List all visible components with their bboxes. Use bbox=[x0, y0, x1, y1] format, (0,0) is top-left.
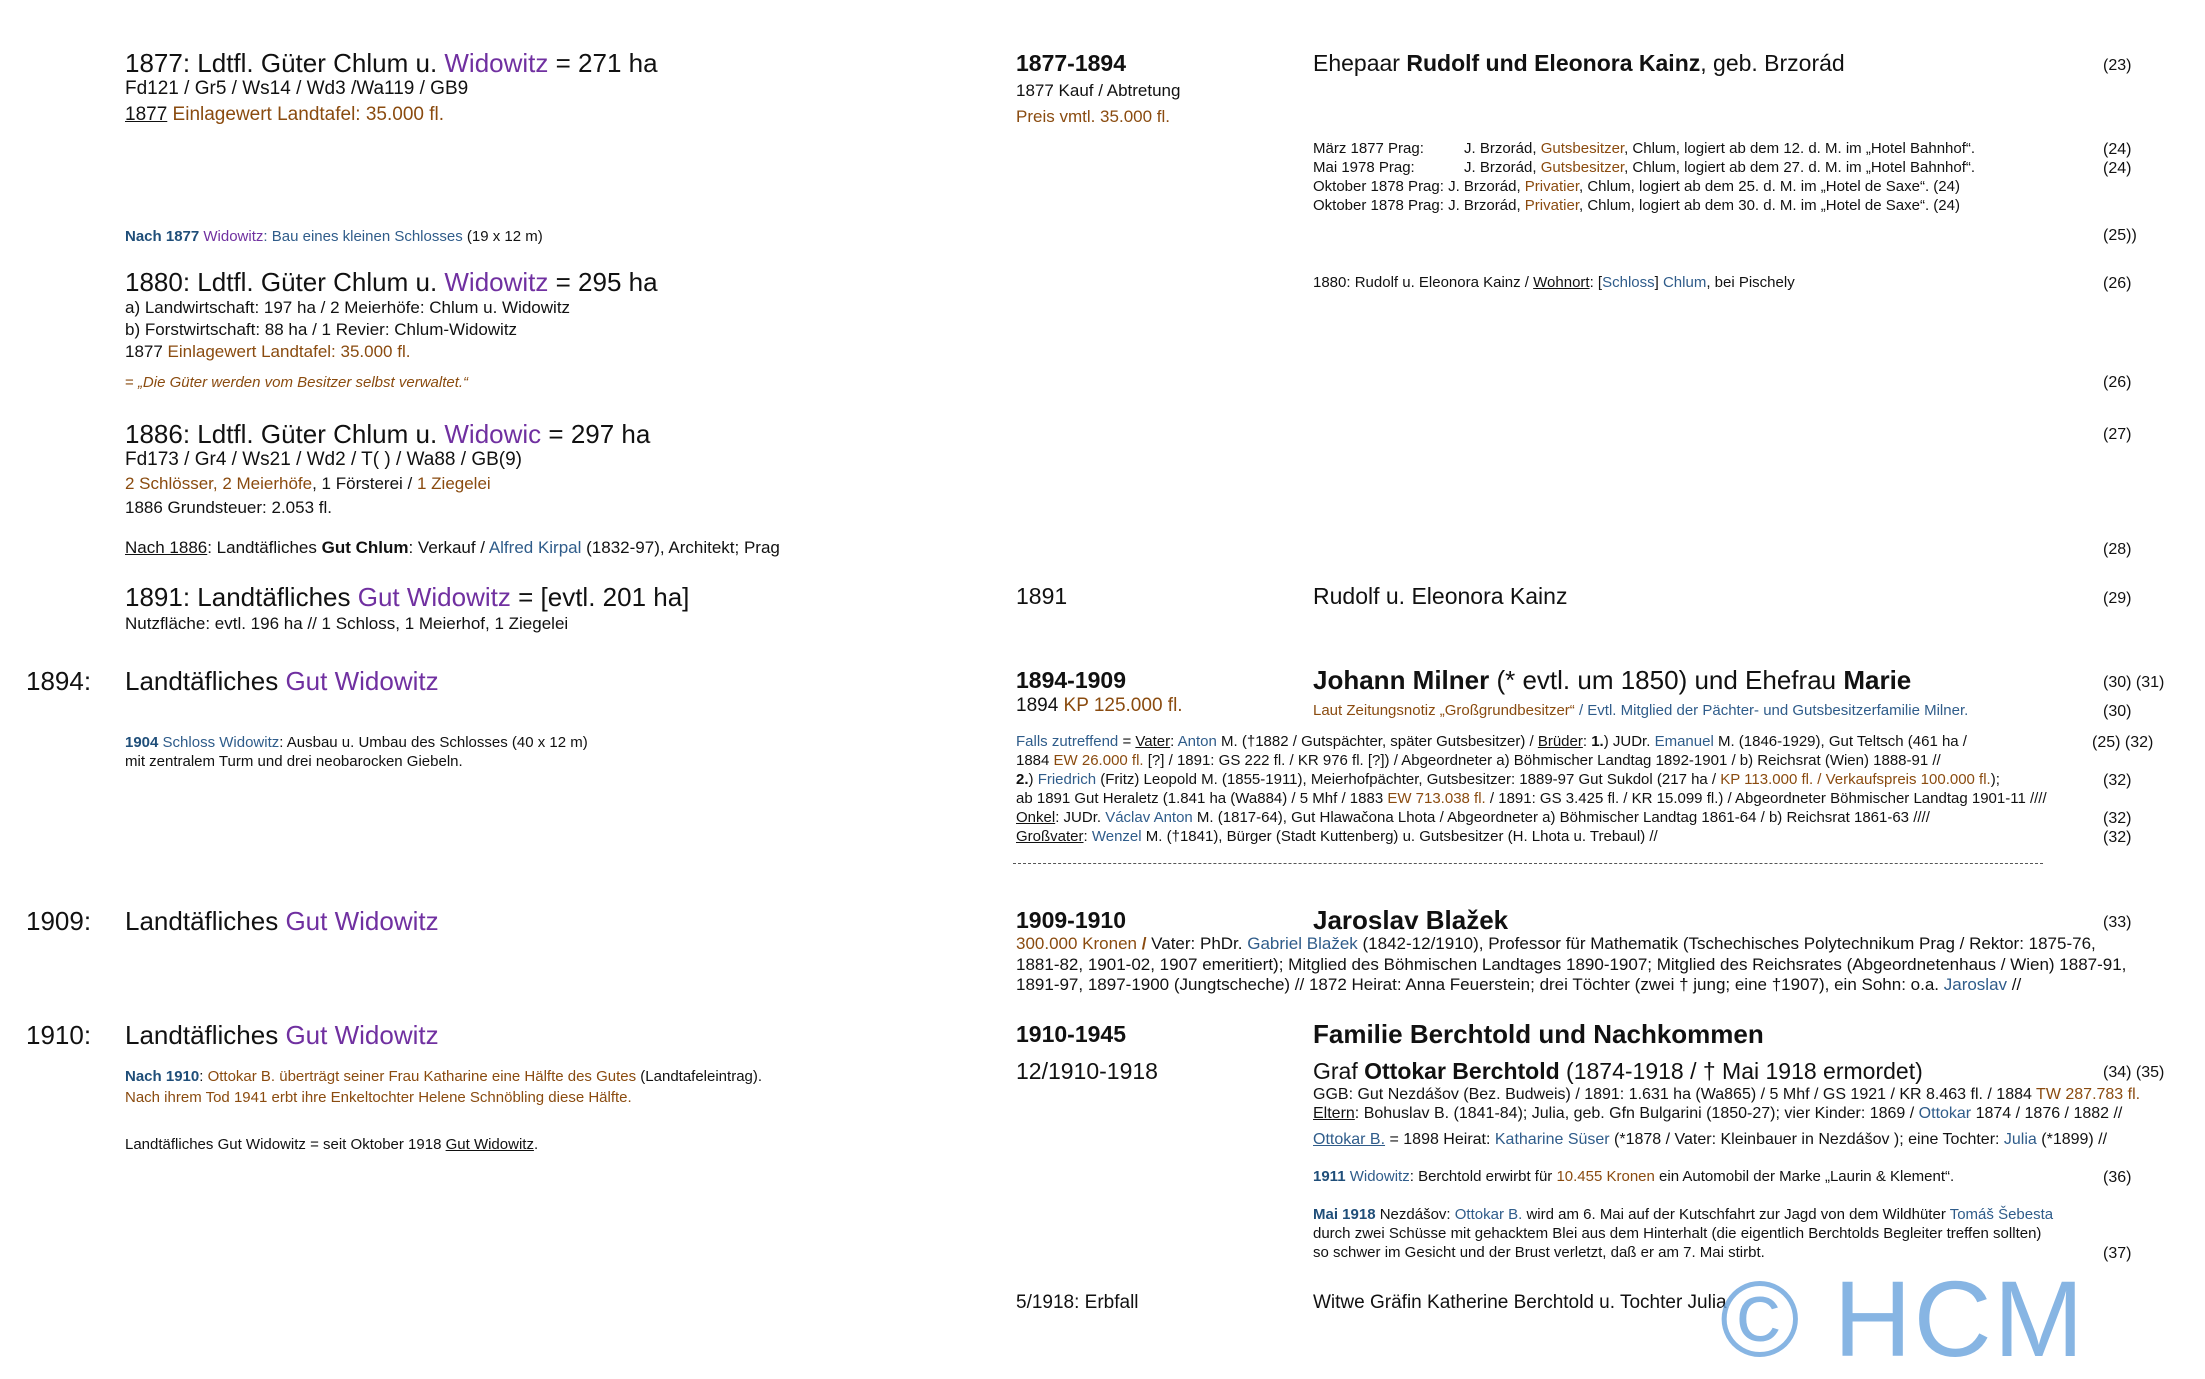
family-text: M. (†1841), Bürger (Stadt Kuttenberg) u. Gutsbesitzer (H. Lhota u. Trebaul) // bbox=[1141, 828, 1658, 845]
graf-berchtold bbox=[1313, 1058, 1923, 1086]
area-value: = 295 ha bbox=[548, 267, 658, 297]
entry-1886-grundsteuer: 1886 Grundsteuer: 2.053 fl. bbox=[125, 498, 332, 517]
family-text: M. (1817-64), Gut Hlawačona Lhota / Abgeordneter a) Böhmischer Landtag 1861-64 / b) Reichsrat 1861-63 //// bbox=[1192, 809, 1930, 826]
note-text-2: ein Automobil der Marke „Laurin & Klement“. bbox=[1654, 1168, 1955, 1185]
family-text: 1884 bbox=[1016, 752, 1054, 769]
milner-family-l4 bbox=[1016, 790, 2047, 808]
wohnort-label: Wohnort bbox=[1533, 274, 1590, 291]
family-text: : Bohuslav B. (1841-84); Julia, geb. Gfn Bulgarini (1850-27); vier Kinder: 1869 / bbox=[1354, 1105, 1919, 1122]
estate-name: Gut Widowitz bbox=[285, 666, 439, 696]
mord-1918-l3: so schwer im Gesicht und der Brust verletzt, daß er am 7. Mai stirbt. bbox=[1313, 1244, 1765, 1261]
footnote-ref: (25) (32) bbox=[2092, 734, 2154, 751]
relation-label: Vater bbox=[1135, 733, 1171, 750]
family-text: (*1899) // bbox=[2036, 1131, 2108, 1148]
place-name: Widowitz bbox=[199, 228, 264, 245]
person-name: Tomáš Šebesta bbox=[1949, 1206, 2054, 1223]
wohnort-1880 bbox=[1313, 274, 1795, 292]
family-text: Falls zutreffend bbox=[1016, 733, 1119, 750]
entry-1886-buildings bbox=[125, 474, 491, 494]
place-name: Widowitz bbox=[1345, 1168, 1410, 1185]
owner-1909-title: Jaroslav Blažek bbox=[1313, 905, 1509, 935]
family-text: [?] / 1891: GS 222 fl. / KR 976 fl. [?]) / Abgeordneter a) Böhmischer Landtag 1892-1901 / b) Reichsrat (Wien) 1888-91 // bbox=[1143, 752, 1941, 769]
family-text: ) bbox=[1028, 771, 1038, 788]
period-1877-1894: 1877-1894 bbox=[1016, 50, 1126, 76]
row-text: , Chlum, logiert ab dem 30. d. M. im „Hotel de Saxe“. (24) bbox=[1578, 197, 1960, 214]
separator: / bbox=[1137, 934, 1152, 953]
estate-name: Gut Widowitz bbox=[445, 1136, 534, 1153]
row-date: Mai 1978 Prag: bbox=[1313, 159, 1415, 176]
owner-name: Ottokar Berchtold bbox=[1364, 1058, 1560, 1084]
value-text: Einlagewert Landtafel: 35.000 fl. bbox=[167, 104, 445, 125]
row-text: , Chlum, logiert ab dem 12. d. M. im „Hotel Bahnhof“. bbox=[1624, 140, 1976, 157]
entry-1880-forstwirtschaft: b) Forstwirtschaft: 88 ha / 1 Revier: Chlum-Widowitz bbox=[125, 320, 518, 339]
heading-text: Landtäfliches bbox=[125, 1020, 286, 1050]
row-name: J. Brzorád, bbox=[1464, 140, 1541, 157]
area-value: = 297 ha bbox=[541, 419, 651, 449]
owner-1894-title bbox=[1313, 665, 1911, 696]
entry-1910-heading bbox=[125, 1020, 439, 1051]
footnote-ref: (32) bbox=[2103, 829, 2132, 846]
person-name: Anton bbox=[1177, 733, 1217, 750]
relation-label: Eltern bbox=[1313, 1105, 1355, 1122]
family-text: (1842-12/1910), Professor für Mathematik (Tschechisches Polytechnikum Prag / Rektor: 1875-76, bbox=[1357, 934, 2096, 953]
hotel-row bbox=[1313, 178, 1960, 196]
place-name: Widowic bbox=[444, 419, 542, 449]
footnote-ref: (24) bbox=[2103, 141, 2132, 158]
period-1909-1910: 1909-1910 bbox=[1016, 907, 1126, 933]
entry-1886-codes: Fd173 / Gr4 / Ws21 / Wd2 / T( ) / Wa88 / GB(9) bbox=[125, 449, 522, 470]
wohnort-suffix: , bei Pischely bbox=[1706, 274, 1795, 291]
title-prefix: Graf bbox=[1313, 1058, 1365, 1084]
row-status: Gutsbesitzer bbox=[1540, 159, 1625, 176]
area-value: = [evtl. 201 ha] bbox=[510, 582, 690, 612]
heading-text: 1880: Ldtfl. Güter Chlum u. bbox=[125, 267, 445, 297]
quote-prefix: = bbox=[125, 374, 138, 391]
place-name: Widowitz bbox=[444, 48, 549, 78]
note-nach-1877 bbox=[125, 228, 543, 246]
row-text: , Chlum, logiert ab dem 27. d. M. im „Hotel Bahnhof“. bbox=[1624, 159, 1976, 176]
note-text: : Bau eines kleinen Schlosses bbox=[263, 228, 463, 245]
period-1894-1909: 1894-1909 bbox=[1016, 667, 1126, 693]
footnote-ref: (28) bbox=[2103, 541, 2132, 558]
bracket: ] bbox=[1654, 274, 1663, 291]
owner-dates: (1874-1918 / † Mai 1918 ermordet) bbox=[1559, 1058, 1923, 1084]
note-text-2: : Verkauf / bbox=[408, 538, 489, 557]
owner-name: Johann Milner bbox=[1313, 665, 1490, 695]
note-1904 bbox=[125, 734, 588, 752]
person-name: Ottokar B. bbox=[1313, 1131, 1386, 1148]
price-value: 300.000 Kronen bbox=[1016, 934, 1137, 953]
bracket: : [ bbox=[1589, 274, 1603, 291]
year-1910: 1910: bbox=[26, 1020, 92, 1050]
place-name: Schloss bbox=[1602, 274, 1655, 291]
hotel-row bbox=[1313, 140, 1975, 158]
year-label: 1894 bbox=[1016, 695, 1064, 716]
milner-note bbox=[1313, 702, 1968, 720]
note-size: (19 x 12 m) bbox=[462, 228, 543, 245]
entry-1891-nutzflaeche: Nutzfläche: evtl. 196 ha // 1 Schloss, 1 Meierhof, 1 Ziegelei bbox=[125, 614, 569, 633]
note-nach-1910-line2: Nach ihrem Tod 1941 erbt ihre Enkeltochter Helene Schnöbling diese Hälfte. bbox=[125, 1089, 632, 1106]
heading-text: Landtäfliches bbox=[125, 906, 286, 936]
heading-text: 1877: Ldtfl. Güter Chlum u. bbox=[125, 48, 445, 78]
estate-name: Gut Widowitz bbox=[357, 582, 511, 612]
family-text: 1874 / 1876 / 1882 // bbox=[1971, 1105, 2123, 1122]
footnote-ref: (37) bbox=[2103, 1245, 2132, 1262]
family-text: M. (1846-1929), Gut Teltsch (461 ha / bbox=[1713, 733, 1967, 750]
note-date: 1904 bbox=[125, 734, 159, 751]
buildings-text: 2 Schlösser, 2 Meierhöfe bbox=[125, 474, 313, 493]
preis-label: Preis vmtl. 35.000 fl. bbox=[1016, 107, 1171, 126]
relation-label: Onkel bbox=[1016, 809, 1056, 826]
row-date: Oktober 1878 Prag: bbox=[1313, 178, 1444, 195]
value-text: Einlagewert Landtafel: 35.000 fl. bbox=[162, 342, 411, 361]
family-text: 1891-97, 1897-1900 (Jungtscheche) // 1872 Heirat: Anna Feuerstein; drei Töchter (zwei † jung; eine †1907), ein Sohn: o.a. bbox=[1016, 975, 1944, 994]
entry-1880-landwirtschaft: a) Landwirtschaft: 197 ha / 2 Meierhöfe: Chlum u. Widowitz bbox=[125, 298, 571, 317]
berchtold-l3 bbox=[1313, 1130, 2107, 1149]
family-text: : JUDr. bbox=[1055, 809, 1106, 826]
note-date: Nach 1886 bbox=[125, 538, 208, 557]
family-text: = 1898 Heirat: bbox=[1385, 1131, 1495, 1148]
row-name: J. Brzorád, bbox=[1448, 197, 1525, 214]
note-text-2: / Evtl. Mitglied der Pächter- und Gutsbesitzerfamilie Milner. bbox=[1574, 702, 1969, 719]
note-text-2: (Landtafeleintrag). bbox=[636, 1068, 763, 1085]
person-name: Emanuel bbox=[1654, 733, 1714, 750]
heading-text: 1886: Ldtfl. Güter Chlum u. bbox=[125, 419, 445, 449]
entry-1880-heading bbox=[125, 267, 658, 298]
family-text: (*1878 / Vater: Kleinbauer in Nezdášov ); eine Tochter: bbox=[1609, 1131, 2004, 1148]
relation-label: Großvater bbox=[1016, 828, 1084, 845]
note-text: : Ausbau u. Umbau des Schlosses (40 x 12 m) bbox=[279, 734, 588, 751]
person-name: Ottokar B. bbox=[1454, 1206, 1523, 1223]
hcm-watermark: © HCM bbox=[1720, 1258, 2086, 1379]
mord-1918-l1 bbox=[1313, 1206, 2053, 1224]
entry-1877-heading bbox=[125, 48, 658, 79]
row-status: Privatier bbox=[1524, 197, 1579, 214]
note-1904-line2: mit zentralem Turm und drei neobarocken Giebeln. bbox=[125, 753, 463, 770]
entry-1891-heading bbox=[125, 582, 689, 613]
section-divider bbox=[1013, 863, 2043, 864]
note-nach-1910 bbox=[125, 1068, 762, 1086]
footnote-ref: (23) bbox=[2103, 57, 2132, 74]
owner-1910-title: Familie Berchtold und Nachkommen bbox=[1313, 1019, 1764, 1049]
buildings-text-3: 1 Ziegelei bbox=[416, 474, 491, 493]
place-name: Widowitz bbox=[444, 267, 549, 297]
note-date: Nach 1910 bbox=[125, 1068, 200, 1085]
note-date: Mai 1918 bbox=[1313, 1206, 1376, 1223]
row-date: Oktober 1878 Prag: bbox=[1313, 197, 1444, 214]
footnote-ref: (29) bbox=[2103, 590, 2132, 607]
separator: : bbox=[199, 1068, 208, 1085]
value-text: TW 287.783 fl. bbox=[2036, 1086, 2141, 1103]
entry-1886-nach bbox=[125, 538, 780, 558]
row-text: , Chlum, logiert ab dem 25. d. M. im „Hotel de Saxe“. (24) bbox=[1578, 178, 1960, 195]
year-label: 1877 bbox=[125, 104, 168, 125]
family-text: Vater: PhDr. bbox=[1151, 934, 1248, 953]
milner-family-l2 bbox=[1016, 752, 1941, 770]
entry-1877-einlagewert bbox=[125, 104, 444, 127]
automobil-1911 bbox=[1313, 1168, 1954, 1186]
entry-1880-quote bbox=[125, 374, 468, 392]
heading-text: Landtäfliches bbox=[125, 666, 286, 696]
buildings-text-2: , 1 Försterei / bbox=[312, 474, 417, 493]
row-name: J. Brzorád, bbox=[1464, 159, 1541, 176]
relation-label: Brüder bbox=[1537, 733, 1583, 750]
price-value: 10.455 Kronen bbox=[1556, 1168, 1655, 1185]
wohnort-text: 1880: Rudolf u. Eleonora Kainz / bbox=[1313, 274, 1534, 291]
row-status: Gutsbesitzer bbox=[1540, 140, 1625, 157]
estate-name: Gut Widowitz bbox=[285, 906, 439, 936]
note-date: Nach 1877 bbox=[125, 228, 200, 245]
row-date: März 1877 Prag: bbox=[1313, 140, 1424, 157]
estate-name: Gut Chlum bbox=[321, 538, 409, 557]
period-1910-1918: 12/1910-1918 bbox=[1016, 1058, 1158, 1084]
owner-1877-title bbox=[1313, 50, 1845, 78]
price-value: KP 125.000 fl. bbox=[1063, 695, 1183, 716]
estate-text: GGB: Gut Nezdášov (Bez. Budweis) / 1891: 1.631 ha (Wa865) / 5 Mhf / GS 1921 / KR 8.463 fl. / 1884 bbox=[1313, 1086, 2037, 1103]
row-name: J. Brzorád, bbox=[1448, 178, 1525, 195]
family-text: (Fritz) Leopold M. (1855-1911), Meierhofpächter, Gutsbesitzer: 1889-97 Gut Sukdol (217 ha / bbox=[1096, 771, 1721, 788]
mord-1918-l2: durch zwei Schüsse mit gehacktem Blei aus dem Hinterhalt (die eigentlich Berchtolds Begleiter treffen sollten) bbox=[1313, 1225, 2042, 1242]
family-text: ab 1891 Gut Heraletz (1.841 ha (Wa884) / 5 Mhf / 1883 bbox=[1016, 790, 1388, 807]
note-text: : Berchtold erwirbt für bbox=[1409, 1168, 1557, 1185]
family-text: ); bbox=[1990, 771, 2000, 788]
estate-name: Gut Widowitz bbox=[285, 1020, 439, 1050]
berchtold-l2 bbox=[1313, 1104, 2122, 1123]
owner-prefix: Ehepaar bbox=[1313, 50, 1407, 76]
period: . bbox=[533, 1136, 539, 1153]
year-label: 1877 bbox=[125, 342, 163, 361]
quote-text: „Die Güter werden vom Besitzer selbst verwaltet.“ bbox=[137, 374, 469, 391]
footnote-ref: (24) bbox=[2103, 160, 2132, 177]
note-text: wird am 6. Mai auf der Kutschfahrt zur Jagd von dem Wildhüter bbox=[1522, 1206, 1950, 1223]
person-name: Katharine Süser bbox=[1494, 1131, 1610, 1148]
person-name: Friedrich bbox=[1037, 771, 1097, 788]
list-number: 2. bbox=[1016, 771, 1029, 788]
family-text: : bbox=[1170, 733, 1178, 750]
list-number: 1. bbox=[1591, 733, 1604, 750]
value-text: EW 713.038 fl. bbox=[1387, 790, 1486, 807]
owner-text: (* evtl. um 1850) und Ehefrau bbox=[1489, 665, 1844, 695]
entry-1877-codes: Fd121 / Gr5 / Ws14 / Wd3 /Wa119 / GB9 bbox=[125, 78, 469, 99]
footnote-ref: (30) bbox=[2103, 703, 2132, 720]
entry-1880-einlagewert bbox=[125, 342, 410, 362]
person-name: Alfred Kirpal bbox=[488, 538, 582, 557]
erbfall-1918: 5/1918: Erbfall bbox=[1016, 1292, 1139, 1313]
person-name: Wenzel bbox=[1091, 828, 1142, 845]
owner-name: Rudolf und Eleonora Kainz bbox=[1406, 50, 1701, 76]
blazek-l1 bbox=[1016, 934, 2096, 954]
row-status: Privatier bbox=[1524, 178, 1579, 195]
footnote-ref: (30) (31) bbox=[2103, 674, 2165, 691]
blazek-l2: 1881-82, 1901-02, 1907 emeritiert); Mitglied des Böhmischen Landtages 1890-1907; Mitglied des Reichsrates (Abgeordnetenhaus / Wien) 1887-91, bbox=[1016, 955, 2127, 974]
family-text: M. (†1882 / Gutspächter, später Gutsbesitzer) / bbox=[1216, 733, 1538, 750]
entry-1894-heading bbox=[125, 666, 439, 697]
entry-1909-heading bbox=[125, 906, 439, 937]
person-name: Jaroslav bbox=[1943, 975, 2008, 994]
value-text: KP 113.000 fl. / Verkaufspreis 100.000 fl. bbox=[1720, 771, 1991, 788]
place-name: Nezdášov: bbox=[1375, 1206, 1455, 1223]
witwe-1918: Witwe Gräfin Katherine Berchtold u. Tochter Julia bbox=[1313, 1292, 1727, 1313]
heading-text: 1891: Landtäfliches bbox=[125, 582, 358, 612]
kauf-label: 1877 Kauf / Abtretung bbox=[1016, 81, 1181, 100]
family-text: : bbox=[1083, 828, 1092, 845]
milner-family-l1 bbox=[1016, 733, 1967, 751]
entry-1886-heading bbox=[125, 419, 650, 450]
note-text: Laut Zeitungsnotiz „Großgrundbesitzer“ bbox=[1313, 702, 1575, 719]
period-1891: 1891 bbox=[1016, 583, 1068, 609]
footnote-ref: (36) bbox=[2103, 1169, 2132, 1186]
footnote-ref: (34) (35) bbox=[2103, 1064, 2165, 1081]
person-name: Julia bbox=[2003, 1131, 2037, 1148]
family-text: = bbox=[1118, 733, 1136, 750]
footnote-ref: (32) bbox=[2103, 772, 2132, 789]
footnote-ref: (26) bbox=[2103, 374, 2132, 391]
note-text-3: (1832-97), Architekt; Prag bbox=[581, 538, 780, 557]
footnote-ref: (32) bbox=[2103, 810, 2132, 827]
milner-family-l6 bbox=[1016, 828, 1658, 846]
note-text: : Landtäfliches bbox=[207, 538, 322, 557]
note-widowitz-1918 bbox=[125, 1136, 538, 1154]
milner-family-l3 bbox=[1016, 771, 2000, 789]
year-1909: 1909: bbox=[26, 906, 92, 936]
period-1910-1945: 1910-1945 bbox=[1016, 1021, 1126, 1047]
family-text: : bbox=[1582, 733, 1592, 750]
value-text: EW 26.000 fl. bbox=[1053, 752, 1144, 769]
person-name: Gabriel Blažek bbox=[1247, 934, 1358, 953]
family-text: / 1891: GS 3.425 fl. / KR 15.099 fl.) / Abgeordneter Böhmischer Landtag 1901-11 //// bbox=[1485, 790, 2047, 807]
footnote-ref: (26) bbox=[2103, 275, 2132, 292]
year-1894: 1894: bbox=[26, 666, 92, 696]
berchtold-l1 bbox=[1313, 1085, 2140, 1104]
owner-1891: Rudolf u. Eleonora Kainz bbox=[1313, 583, 1568, 609]
person-name: Václav Anton bbox=[1105, 809, 1193, 826]
kp-1894 bbox=[1016, 695, 1183, 718]
note-text: Landtäfliches Gut Widowitz = seit Oktober 1918 bbox=[125, 1136, 446, 1153]
place-name: Chlum bbox=[1662, 274, 1707, 291]
owner-suffix: , geb. Brzorád bbox=[1700, 50, 1845, 76]
area-value: = 271 ha bbox=[548, 48, 658, 78]
footnote-ref: (25)) bbox=[2103, 227, 2137, 244]
family-text: ) JUDr. bbox=[1603, 733, 1655, 750]
owner-wife: Marie bbox=[1843, 665, 1912, 695]
milner-family-l5 bbox=[1016, 809, 1930, 827]
family-text: // bbox=[2007, 975, 2022, 994]
footnote-ref: (27) bbox=[2103, 426, 2132, 443]
place-name: Schloss Widowitz bbox=[158, 734, 280, 751]
hotel-row bbox=[1313, 197, 1960, 215]
blazek-l3 bbox=[1016, 975, 2021, 995]
note-text: Ottokar B. überträgt seiner Frau Katharine eine Hälfte des Gutes bbox=[207, 1068, 637, 1085]
note-date: 1911 bbox=[1313, 1168, 1346, 1185]
person-name: Ottokar bbox=[1918, 1105, 1972, 1122]
hotel-row bbox=[1313, 159, 1975, 177]
footnote-ref: (33) bbox=[2103, 914, 2132, 931]
